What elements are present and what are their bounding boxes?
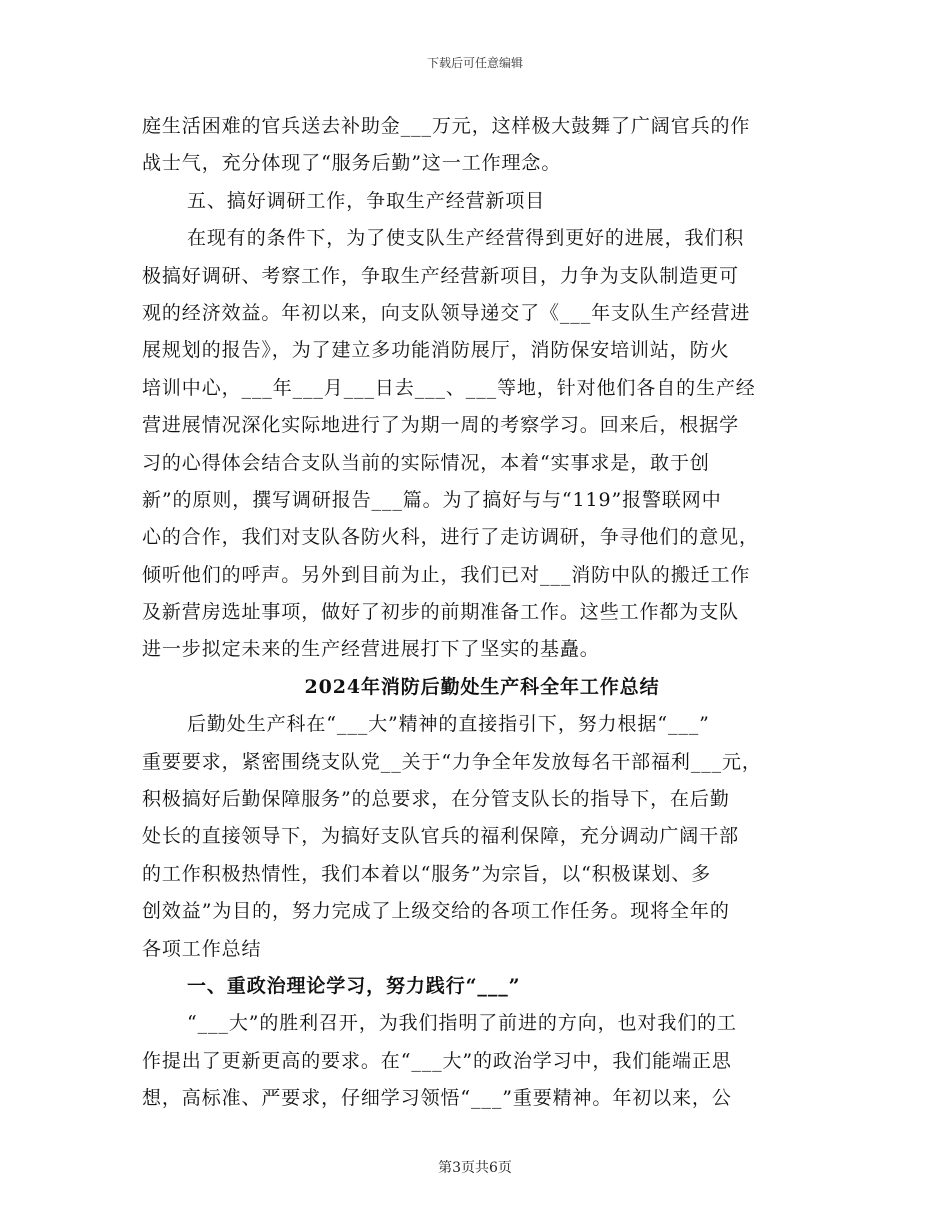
- paragraph-line: 重要要求，紧密围绕支队党__关于“力争全年发放每名干部福利___元，: [142, 750, 762, 773]
- paragraph-line: 及新营房选址事项，做好了初步的前期准备工作。这些工作都为支队: [142, 601, 740, 624]
- document-body: [142, 108, 822, 1118]
- paragraph-line: 创效益”为目的，努力完成了上级交给的各项工作任务。现将全年的: [142, 900, 730, 923]
- page-header: 下载后可任意编辑: [426, 56, 523, 70]
- page-number: 第3页共6页: [438, 1160, 512, 1176]
- section-heading: 五、搞好调研工作，争取生产经营新项目: [187, 189, 546, 212]
- paragraph-line: 倾听他们的呼声。另外到目前为止，我们已对___消防中队的搬迁工作: [142, 563, 751, 586]
- paragraph-line: 积极搞好后勤保障服务”的总要求，在分管支队长的指导下，在后勤: [142, 788, 730, 811]
- paragraph-line: 新”的原则，撰写调研报告___篇。为了搞好与与“119”报警联网中: [142, 488, 722, 511]
- paragraph-line: 各项工作总结: [142, 937, 262, 960]
- paragraph-line: 的工作积极热情性，我们本着以“服务”为宗旨，以“积极谋划、多: [142, 862, 712, 885]
- paragraph-line: 习的心得体会结合支队当前的实际情况，本着“实事求是，敢于创: [142, 451, 710, 474]
- paragraph-line: 展规划的报告》，为了建立多功能消防展厅，消防保安培训站，防火: [142, 339, 730, 362]
- paragraph-line: 作提出了更新更高的要求。在“___大”的政治学习中，我们能端正思: [142, 1049, 732, 1072]
- paragraph-line: 庭生活困难的官兵送去补助金___万元，这样极大鼓舞了广阔官兵的作: [142, 115, 751, 137]
- paragraph-line: 战士气，充分体现了“服务后勤”这一工作理念。: [142, 152, 562, 175]
- paragraph-line: “___大”的胜利召开，为我们指明了前进的方向，也对我们的工: [187, 1012, 737, 1035]
- paragraph-line: 后勤处生产科在“___大”精神的直接指引下，努力根据“___”: [187, 713, 710, 736]
- paragraph-line: 想，高标准、严要求，仔细学习领悟“___”重要精神。年初以来，公: [142, 1087, 732, 1110]
- paragraph-line: 心的合作，我们对支队各防火科，进行了走访调研，争寻他们的意见，: [142, 526, 759, 549]
- paragraph-line: 观的经济效益。年初以来，向支队领导递交了《___年支队生产经营进: [142, 301, 751, 324]
- document-title: 2024年消防后勤处生产科全年工作总结: [304, 675, 660, 698]
- paragraph-line: 处长的直接领导下，为搞好支队官兵的福利保障，充分调动广阔干部: [142, 825, 740, 848]
- paragraph-line: 在现有的条件下，为了使支队生产经营得到更好的进展，我们积: [187, 227, 745, 250]
- section-heading: 一、重政治理论学习，努力践行“___”: [187, 974, 521, 997]
- paragraph-line: 营进展情况深化实际地进行了为期一周的考察学习。回来后，根据学: [142, 414, 740, 437]
- paragraph-line: 进一步拟定未来的生产经营进展打下了坚实的基矗。: [142, 638, 600, 661]
- paragraph-line: 培训中心，___年___月___日去___、___等地，针对他们各自的生产经: [142, 376, 756, 399]
- paragraph-line: 极搞好调研、考察工作，争取生产经营新项目，力争为支队制造更可: [142, 264, 740, 287]
